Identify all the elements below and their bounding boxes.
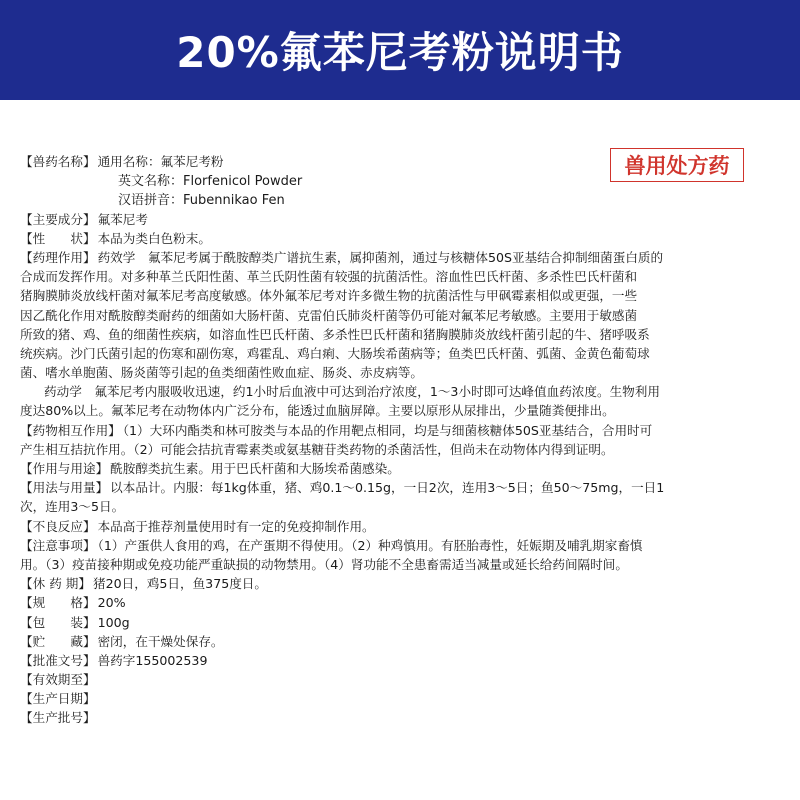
pharmacokinetics-line: 药动学 氟苯尼考内服吸收迅速，约1小时后血液中可达到治疗浓度，1～3小时即可达峰值血药浓度。生物利用 [44,384,660,400]
caution-row [20,536,782,555]
manufacture-date-row [20,689,782,708]
adverse-row [20,517,782,536]
expiry-row [20,670,782,689]
withdrawal-row [20,574,782,593]
spec-label: 【规 格】 [20,595,96,611]
caution-text: （1）产蛋供人食用的鸡，在产蛋期不得使用。（2）种鸡慎用。有胚胎毒性，妊娠期及哺乳期家畜慎 [97,537,643,553]
property-row [20,229,782,248]
spec-row [20,593,782,612]
pharmacology-line: 猪胸膜肺炎放线杆菌对氟苯尼考高度敏感。体外氟苯尼考对许多微生物的抗菌活性与甲砜霉素相似或更强，一些 [20,288,638,304]
pharmacology-text: 药效学 氟苯尼考属于酰胺醇类广谱抗生素，属抑菌剂，通过与核糖体50S亚基结合抑制细菌蛋白质的 [97,249,664,265]
property-value: 本品为类白色粉末。 [97,230,211,246]
dosage-row [20,478,782,497]
pharmacokinetics-line: 度达80%以上。氟苯尼考在动物体内广泛分布，能透过血脑屏障。主要以原形从尿排出，少量随粪便排出。 [20,403,615,419]
pharmacology-line: 所致的猪、鸡、鱼的细菌性疾病，如溶血性巴氏杆菌、多杀性巴氏杆菌和猪胸膜肺炎放线杆菌引起的牛、猪呼吸系 [20,326,650,342]
pharmacology-line: 菌、嗜水单胞菌、肠炎菌等引起的鱼类细菌性败血症、肠炎、赤皮病等。 [20,365,423,381]
batch-row [20,708,782,727]
use-label: 【作用与用途】 [20,461,109,476]
property-label: 【性 状】 [20,230,96,246]
storage-value: 密闭，在干燥处保存。 [97,633,224,649]
drug-name-label: 【兽药名称】 [20,154,96,169]
expiry-label: 【有效期至】 [20,672,96,688]
caution-label: 【注意事项】 [20,537,96,553]
common-name: 通用名称：氟苯尼考粉 [97,154,224,169]
prescription-badge-text: 兽用处方药 [624,153,730,178]
caution-line: 用。（3）疫苗接种期或免疫功能严重缺损的动物禁用。（4）肾功能不全患畜需适当减量或延长给药间隔时间。 [20,556,628,572]
manufacture-date-label: 【生产日期】 [20,691,96,707]
interaction-line: 产生相互拮抗作用。（2）可能会拮抗青霉素类或氨基糖苷类药物的杀菌活性，但尚未在动物体内得到证明。 [20,441,614,457]
title-banner [0,0,800,100]
english-name: 英文名称：Florfenicol Powder [118,174,303,190]
pharmacology-label: 【药理作用】 [20,249,96,265]
storage-label: 【贮 藏】 [20,633,96,649]
pinyin-name-row [20,190,782,209]
interaction-label: 【药物相互作用】 [20,422,121,438]
ingredient-row [20,210,782,229]
use-value: 酰胺醇类抗生素。用于巴氏杆菌和大肠埃希菌感染。 [110,461,400,476]
spec-value: 20% [97,595,126,611]
ingredient-value: 氟苯尼考 [97,211,148,227]
adverse-label: 【不良反应】 [20,518,96,534]
pharmacology-line: 合成而发挥作用。对多种革兰氏阳性菌、革兰氏阴性菌有较强的抗菌活性。溶血性巴氏杆菌、多杀性巴氏杆菌和 [20,269,638,285]
english-name-row [20,171,782,190]
approval-label: 【批准文号】 [20,652,96,668]
dosage-label: 【用法与用量】 [20,480,109,496]
dosage-text: 以本品计。内服：每1kg体重，猪、鸡0.1～0.15g，一日2次，连用3～5日；鱼50～75mg，一日1 [110,480,665,496]
interaction-text: （1）大环内酯类和林可胺类与本品的作用靶点相同，均是与细菌核糖体50S亚基结合，合用时可 [122,422,653,438]
approval-row [20,651,782,670]
interaction-row [20,421,782,440]
pharmacology-row [20,248,782,267]
use-row [20,459,782,478]
withdrawal-value: 猪20日，鸡5日，鱼375度日。 [92,576,267,592]
adverse-value: 本品高于推荐剂量使用时有一定的免疫抑制作用。 [97,518,375,534]
package-row [20,613,782,632]
pharmacology-line: 因乙酰化作用对酰胺醇类耐药的细菌如大肠杆菌、克雷伯氏肺炎杆菌等仍可能对氟苯尼考敏感。主要用于敏感菌 [20,307,638,323]
package-value: 100g [97,614,130,630]
package-label: 【包 装】 [20,614,96,630]
instruction-body [20,152,782,728]
dosage-line: 次，连用3～5日。 [20,499,125,515]
drug-name-row [20,152,782,171]
approval-value: 兽药字155002539 [97,652,208,668]
pinyin-name: 汉语拼音：Fubennikao Fen [118,193,285,209]
page-title: 20%氟苯尼考粉说明书 [176,28,624,77]
ingredient-label: 【主要成分】 [20,211,96,227]
pharmacology-line: 统疾病。沙门氏菌引起的伤寒和副伤寒，鸡霍乱、鸡白痢、大肠埃希菌病等；鱼类巴氏杆菌、弧菌、金黄色葡萄球 [20,345,650,361]
withdrawal-label: 【休 药 期】 [20,576,91,592]
batch-label: 【生产批号】 [20,710,96,726]
storage-row [20,632,782,651]
